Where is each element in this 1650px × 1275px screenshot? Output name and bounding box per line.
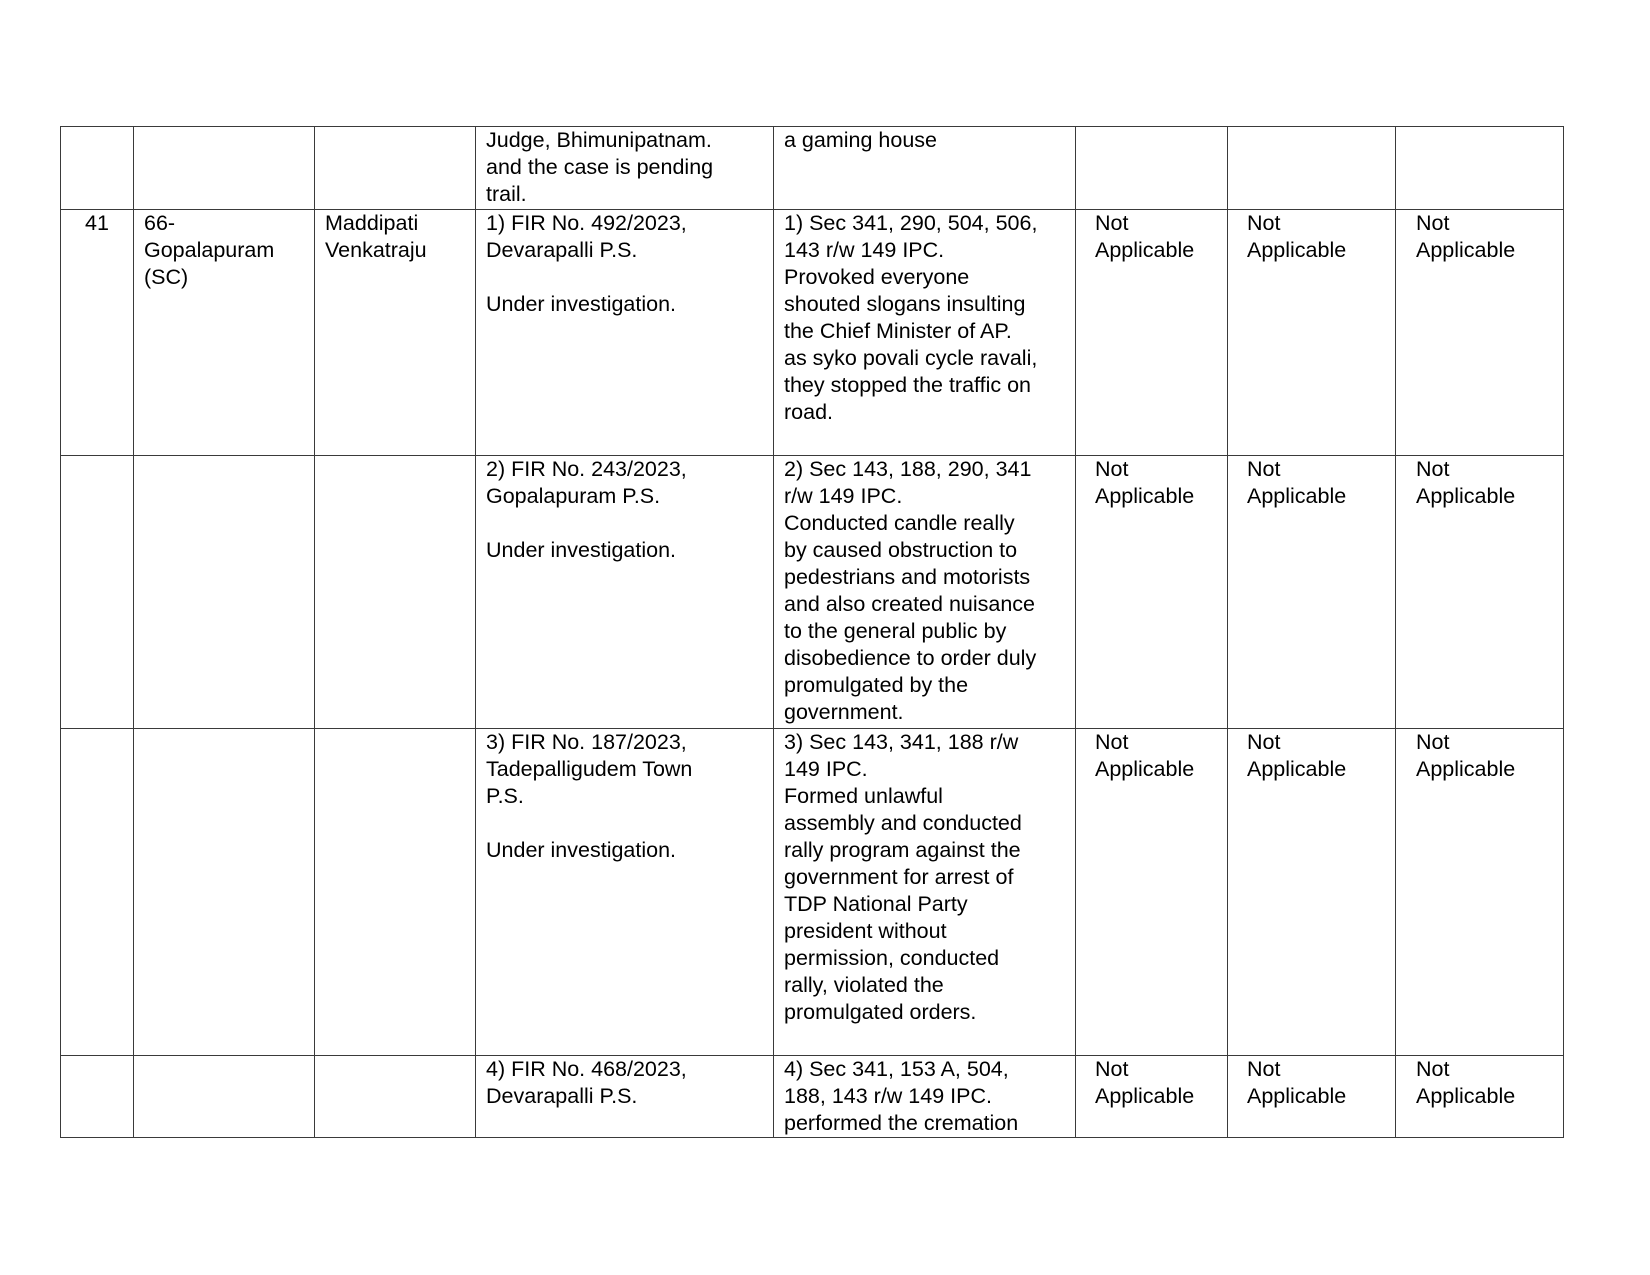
column-8-cell: Not Applicable [1396,456,1564,729]
serial-number-cell [61,729,134,1056]
constituency-cell [134,127,315,210]
sections-cell: 4) Sec 341, 153 A, 504, 188, 143 r/w 149 IPC. performed the cremation [774,1056,1076,1138]
case-details-cell: 3) FIR No. 187/2023, Tadepalligudem Town P.S. Under investigation. [476,729,774,1056]
constituency-cell [134,456,315,729]
column-7-cell: Not Applicable [1228,729,1396,1056]
column-7-cell: Not Applicable [1228,456,1396,729]
table-row [61,210,1564,456]
criminal-cases-table [60,126,1564,1138]
case-details-cell: 2) FIR No. 243/2023, Gopalapuram P.S. Under investigation. [476,456,774,729]
table-row [61,1056,1564,1138]
sections-cell: a gaming house [774,127,1076,210]
sections-cell: 1) Sec 341, 290, 504, 506, 143 r/w 149 IPC. Provoked everyone shouted slogans insulting the Chief Minister of AP. as syko povali cycle ravali, they stopped the traffic on road. [774,210,1076,456]
serial-number-cell [61,127,134,210]
column-7-cell [1228,127,1396,210]
column-6-cell: Not Applicable [1076,456,1228,729]
serial-number-cell [61,456,134,729]
column-8-cell: Not Applicable [1396,1056,1564,1138]
table-row [61,456,1564,729]
candidate-name-cell: Maddipati Venkatraju [315,210,476,456]
candidate-name-cell [315,127,476,210]
column-6-cell: Not Applicable [1076,210,1228,456]
constituency-cell [134,729,315,1056]
candidate-name-cell [315,1056,476,1138]
table-row [61,729,1564,1056]
column-8-cell [1396,127,1564,210]
column-7-cell: Not Applicable [1228,210,1396,456]
serial-number-cell [61,1056,134,1138]
constituency-cell: 66- Gopalapuram (SC) [134,210,315,456]
column-8-cell: Not Applicable [1396,210,1564,456]
table-row [61,127,1564,210]
serial-number-cell: 41 [61,210,134,456]
constituency-cell [134,1056,315,1138]
column-6-cell [1076,127,1228,210]
sections-cell: 2) Sec 143, 188, 290, 341 r/w 149 IPC. Conducted candle really by caused obstruction to pedestrians and motorists and also created nuisance to the general public by disobedience to order duly promulgated by the government. [774,456,1076,729]
candidate-name-cell [315,456,476,729]
column-7-cell: Not Applicable [1228,1056,1396,1138]
sections-cell: 3) Sec 143, 341, 188 r/w 149 IPC. Formed unlawful assembly and conducted rally program against the government for arrest of TDP National Party president without permission, conducted rally, violated the promulgated orders. [774,729,1076,1056]
case-details-cell: 1) FIR No. 492/2023, Devarapalli P.S. Under investigation. [476,210,774,456]
case-details-cell: Judge, Bhimunipatnam. and the case is pending trail. [476,127,774,210]
column-6-cell: Not Applicable [1076,1056,1228,1138]
case-details-cell: 4) FIR No. 468/2023, Devarapalli P.S. [476,1056,774,1138]
column-6-cell: Not Applicable [1076,729,1228,1056]
candidate-name-cell [315,729,476,1056]
column-8-cell: Not Applicable [1396,729,1564,1056]
